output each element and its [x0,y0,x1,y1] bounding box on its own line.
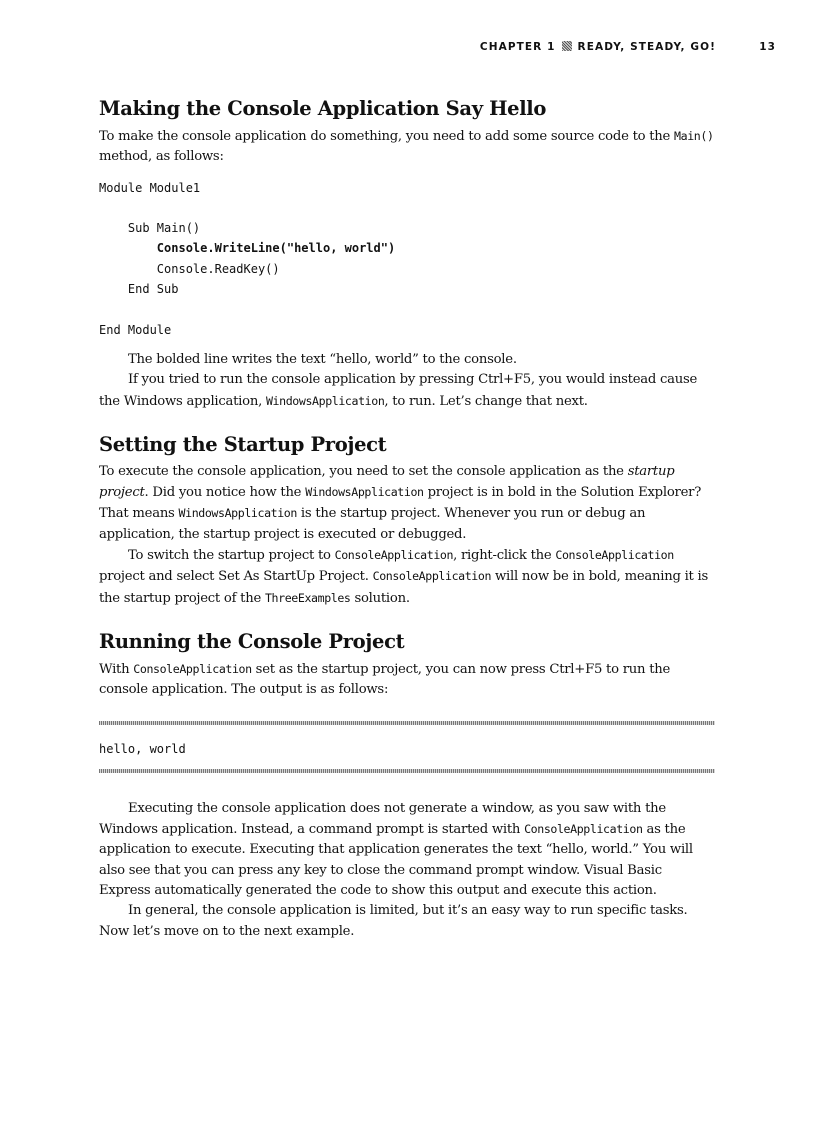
output-line: hello, world [99,741,186,756]
code-line: End Module [99,322,172,337]
code-line: Console.ReadKey() [99,261,280,276]
section-heading-hello: Making the Console Application Say Hello [99,97,547,120]
code-listing [99,178,715,340]
body-paragraph [99,659,715,701]
body-paragraph [99,462,715,545]
body-paragraph [99,545,715,609]
text-run: method, as follows: [99,149,224,165]
text-run: project and select Set As StartUp Project. [99,569,373,585]
inline-code: ConsoleApplication [372,569,492,584]
code-line: Module Module1 [99,180,201,195]
running-header [100,41,776,57]
text-run: set as the startup project, you can now press Ctrl+F5 to run the console application. The output is as follows: [99,661,671,698]
inline-code: ConsoleApplication [334,548,454,563]
chapter-label: CHAPTER 1 [479,41,556,53]
section-heading-startup: Setting the Startup Project [99,432,387,456]
chapter-title [480,41,716,53]
console-output [99,739,715,759]
inline-code: WindowsApplication [178,506,297,521]
text-run: , right-click the [453,548,556,564]
emphasis: startup project [99,463,675,501]
text-run: as the application to execute. Executing that application generates the text “hello, world.” You will also see that you can press any key to close the command prompt window. Visual Basic Express automatically generated the code to show this output and execute this action. [99,822,693,899]
code-line-bold: Console.WriteLine("hello, world") [99,241,396,256]
intro-paragraph [99,126,715,168]
text-run: solution. [350,590,410,606]
text-run: To switch the startup project to [128,548,335,564]
inline-code: WindowsApplication [265,393,385,408]
code-line: End Sub [99,282,179,297]
body-paragraph: In general, the console application is limited, but it’s an easy way to run specific tasks. Now let’s move on to the next example. [99,903,688,939]
body-paragraph: The bolded line writes the text “hello, world” to the console. [128,351,517,367]
page-number: 13 [759,41,776,53]
text-run: will now be in bold, meaning it is the startup project of the [99,569,709,606]
text-run: project is in bold in the Solution Explorer? That means [99,485,702,522]
code-line: Sub Main() [99,221,201,236]
code-line [99,299,715,319]
body-paragraph [99,799,715,901]
chapter-name: READY, STEADY, GO! [577,41,716,53]
inline-code: ConsoleApplication [555,548,674,563]
inline-code: WindowsApplication [305,485,424,500]
inline-code: ConsoleApplication [524,822,643,837]
code-line [99,198,715,218]
text-run: If you tried to run the console application by pressing Ctrl+F5, you would instead cause the Windows application, [99,372,698,409]
text-run: is the startup project. Whenever you run or debug an application, the startup project is executed or debugged. [99,506,646,542]
text-run: To make the console application do something, you need to add some source code to the [99,129,671,144]
text-run: Executing the console application does not generate a window, as you saw with the Windows application. Instead, a command prompt is started with [99,800,666,838]
text-run: To execute the console application, you need to set the console application as the [99,463,628,479]
text-run: . Did you notice how the [144,485,306,501]
page-content [99,96,715,942]
inline-code: ConsoleApplication [133,661,252,676]
section-heading-running: Running the Console Project [99,629,405,653]
body-paragraph [99,370,715,412]
inline-code: Main() [674,129,714,143]
separator-icon [562,41,572,51]
text-run: With [99,661,134,677]
inline-code: ThreeExamples [264,590,351,605]
text-run: , to run. Let’s change that next. [384,393,588,409]
